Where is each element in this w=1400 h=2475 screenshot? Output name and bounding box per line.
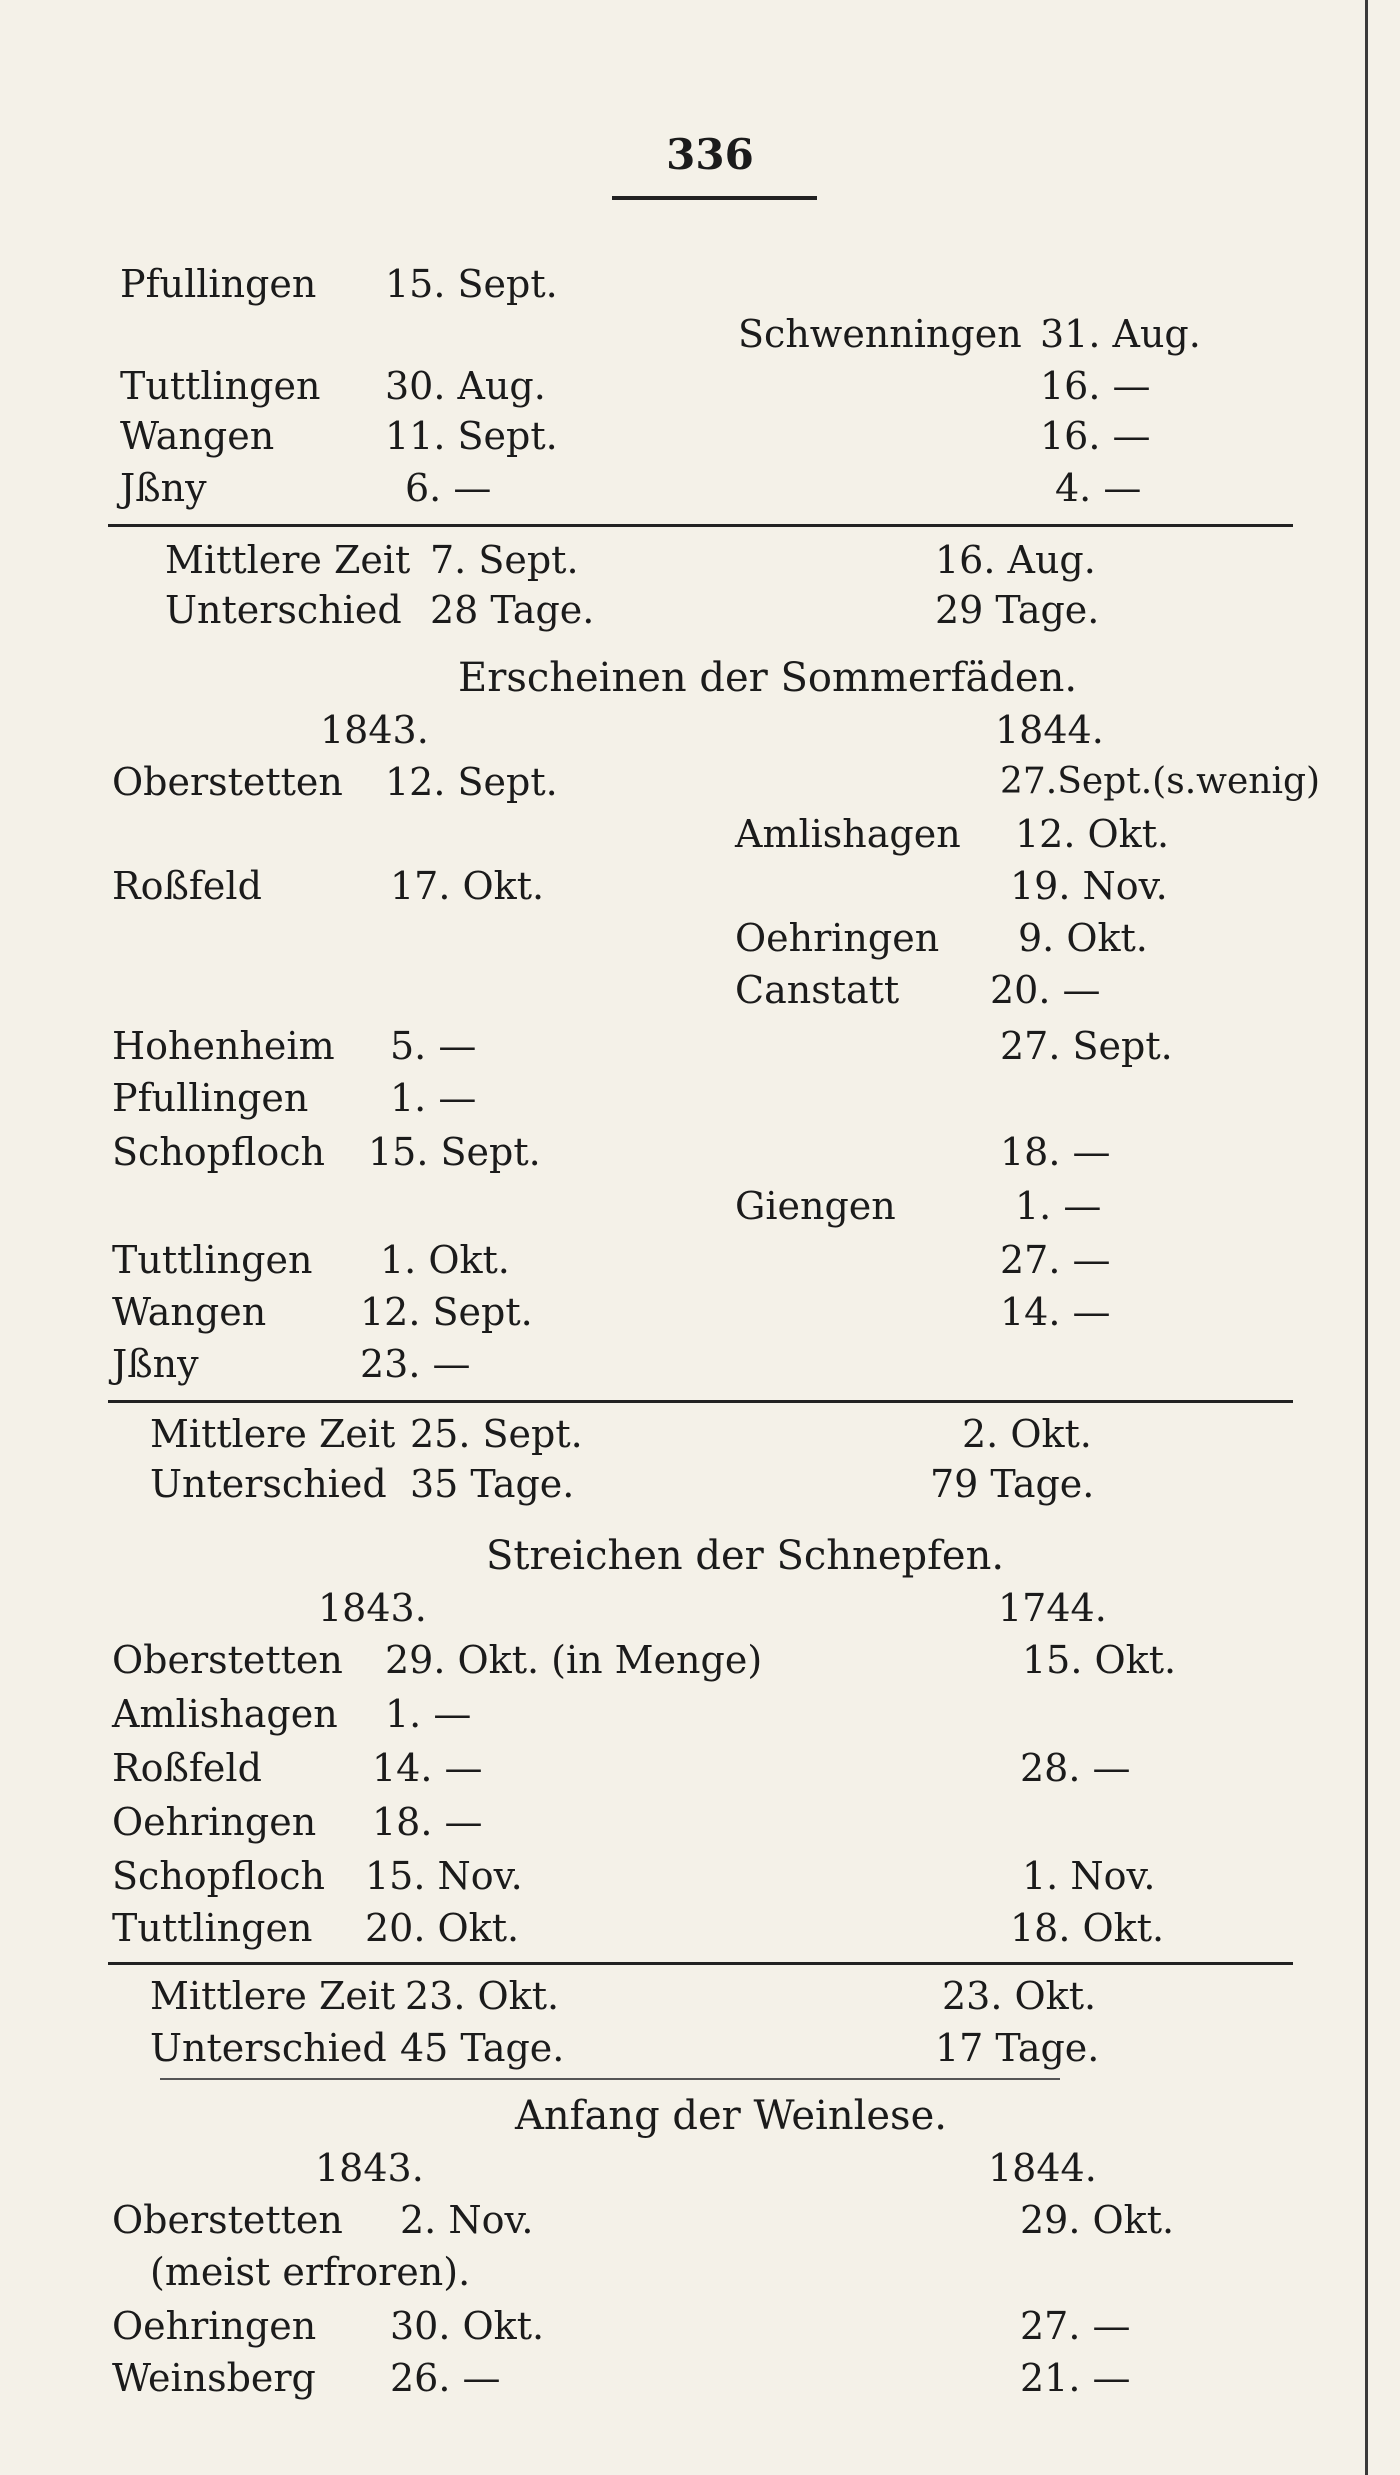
- date-1844: 12. Okt.: [1015, 812, 1170, 856]
- date-1844: 29. Okt.: [1020, 2198, 1175, 2242]
- diff-1844: 79 Tage.: [930, 1462, 1095, 1506]
- place-name: Pfullingen: [120, 262, 317, 306]
- diff-1843: 45 Tage.: [400, 2026, 565, 2070]
- mean-1843: 7. Sept.: [430, 538, 579, 582]
- date-1844: 18. —: [1000, 1130, 1111, 1174]
- date-1844: 18. Okt.: [1010, 1906, 1165, 1950]
- date-1844: 31. Aug.: [1040, 312, 1201, 356]
- date-1844: 19. Nov.: [1010, 864, 1168, 908]
- date-1844: 16. —: [1040, 364, 1151, 408]
- section-title: Erscheinen der Sommerfäden.: [458, 655, 1078, 701]
- section-rule: [108, 524, 1293, 527]
- place-name: Giengen: [735, 1184, 896, 1228]
- year-1844: 1844.: [995, 708, 1104, 752]
- mean-1843: 23. Okt.: [405, 1974, 560, 2018]
- date-1844: 1. —: [1015, 1184, 1102, 1228]
- date-1843: 1. —: [385, 1692, 472, 1736]
- place-name: Oehringen: [112, 2304, 317, 2348]
- date-1844: 27. Sept.: [1000, 1024, 1173, 1068]
- year-1843: 1843.: [315, 2146, 424, 2190]
- date-1844: 1. Nov.: [1022, 1854, 1156, 1898]
- place-name: Tuttlingen: [112, 1906, 313, 1950]
- place-name: Roßfeld: [112, 864, 262, 908]
- place-name: Jßny: [120, 466, 207, 510]
- date-1844: 27.Sept.(s.wenig): [1000, 761, 1321, 802]
- date-1843: 1. —: [390, 1076, 477, 1120]
- diff-label: Unterschied: [165, 588, 402, 632]
- date-1843: 1. Okt.: [380, 1238, 510, 1282]
- thin-rule: [160, 2078, 1060, 2080]
- date-1843: 29. Okt. (in Menge): [385, 1638, 763, 1682]
- date-1843: 15. Nov.: [365, 1854, 523, 1898]
- page-edge: [1365, 0, 1368, 2475]
- place-name: Wangen: [120, 414, 275, 458]
- place-name: Oberstetten: [112, 1638, 343, 1682]
- place-name: Weinsberg: [112, 2356, 316, 2400]
- place-name: Hohenheim: [112, 1024, 335, 1068]
- date-1844: 20. —: [990, 968, 1101, 1012]
- date-1843: 6. —: [405, 466, 492, 510]
- date-1843: 26. —: [390, 2356, 501, 2400]
- date-1843: 15. Sept.: [368, 1130, 541, 1174]
- date-1844: 27. —: [1000, 1238, 1111, 1282]
- note-text: (meist erfroren).: [150, 2250, 471, 2294]
- page-number: 336: [666, 130, 754, 179]
- date-1844: 9. Okt.: [1018, 916, 1148, 960]
- year-1844: 1744.: [998, 1586, 1107, 1630]
- section-title: Anfang der Weinlese.: [515, 2093, 947, 2139]
- diff-label: Unterschied: [150, 1462, 387, 1506]
- place-name: Schopfloch: [112, 1130, 325, 1174]
- date-1843: 30. Okt.: [390, 2304, 545, 2348]
- year-1844: 1844.: [988, 2146, 1097, 2190]
- date-1843: 14. —: [372, 1746, 483, 1790]
- date-1844: 16. —: [1040, 414, 1151, 458]
- date-1843: 15. Sept.: [385, 262, 558, 306]
- mean-label: Mittlere Zeit: [165, 538, 411, 582]
- date-1844: 21. —: [1020, 2356, 1131, 2400]
- place-name: Amlishagen: [735, 812, 961, 856]
- place-name: Roßfeld: [112, 1746, 262, 1790]
- place-name: Pfullingen: [112, 1076, 309, 1120]
- place-name: Oberstetten: [112, 760, 343, 804]
- diff-1843: 35 Tage.: [410, 1462, 575, 1506]
- date-1844: 14. —: [1000, 1290, 1111, 1334]
- date-1843: 20. Okt.: [365, 1906, 520, 1950]
- place-name: Wangen: [112, 1290, 267, 1334]
- mean-1844: 2. Okt.: [962, 1412, 1092, 1456]
- mean-label: Mittlere Zeit: [150, 1974, 396, 2018]
- date-1843: 11. Sept.: [385, 414, 558, 458]
- place-name: Tuttlingen: [112, 1238, 313, 1282]
- date-1843: 12. Sept.: [360, 1290, 533, 1334]
- diff-1844: 29 Tage.: [935, 588, 1100, 632]
- date-1843: 17. Okt.: [390, 864, 545, 908]
- section-rule: [108, 1400, 1293, 1403]
- place-name: Oehringen: [735, 916, 940, 960]
- place-name: Oberstetten: [112, 2198, 343, 2242]
- place-name: Amlishagen: [112, 1692, 338, 1736]
- place-name: Jßny: [112, 1342, 199, 1386]
- date-1844: 27. —: [1020, 2304, 1131, 2348]
- place-name: Oehringen: [112, 1800, 317, 1844]
- place-name: Schopfloch: [112, 1854, 325, 1898]
- date-1844: 4. —: [1055, 466, 1142, 510]
- diff-1844: 17 Tage.: [935, 2026, 1100, 2070]
- place-name: Schwenningen: [738, 312, 1022, 356]
- mean-label: Mittlere Zeit: [150, 1412, 396, 1456]
- section-rule: [108, 1962, 1293, 1965]
- diff-1843: 28 Tage.: [430, 588, 595, 632]
- mean-1844: 16. Aug.: [935, 538, 1096, 582]
- page-number-rule: [612, 196, 817, 200]
- place-name: Canstatt: [735, 968, 900, 1012]
- section-title: Streichen der Schnepfen.: [486, 1533, 1005, 1579]
- mean-1844: 23. Okt.: [942, 1974, 1097, 2018]
- date-1843: 5. —: [390, 1024, 477, 1068]
- date-1843: 12. Sept.: [385, 760, 558, 804]
- date-1844: 28. —: [1020, 1746, 1131, 1790]
- date-1843: 23. —: [360, 1342, 471, 1386]
- diff-label: Unterschied: [150, 2026, 387, 2070]
- date-1843: 2. Nov.: [400, 2198, 534, 2242]
- mean-1843: 25. Sept.: [410, 1412, 583, 1456]
- place-name: Tuttlingen: [120, 364, 321, 408]
- year-1843: 1843.: [320, 708, 429, 752]
- date-1844: 15. Okt.: [1022, 1638, 1177, 1682]
- date-1843: 18. —: [372, 1800, 483, 1844]
- date-1843: 30. Aug.: [385, 364, 546, 408]
- year-1843: 1843.: [318, 1586, 427, 1630]
